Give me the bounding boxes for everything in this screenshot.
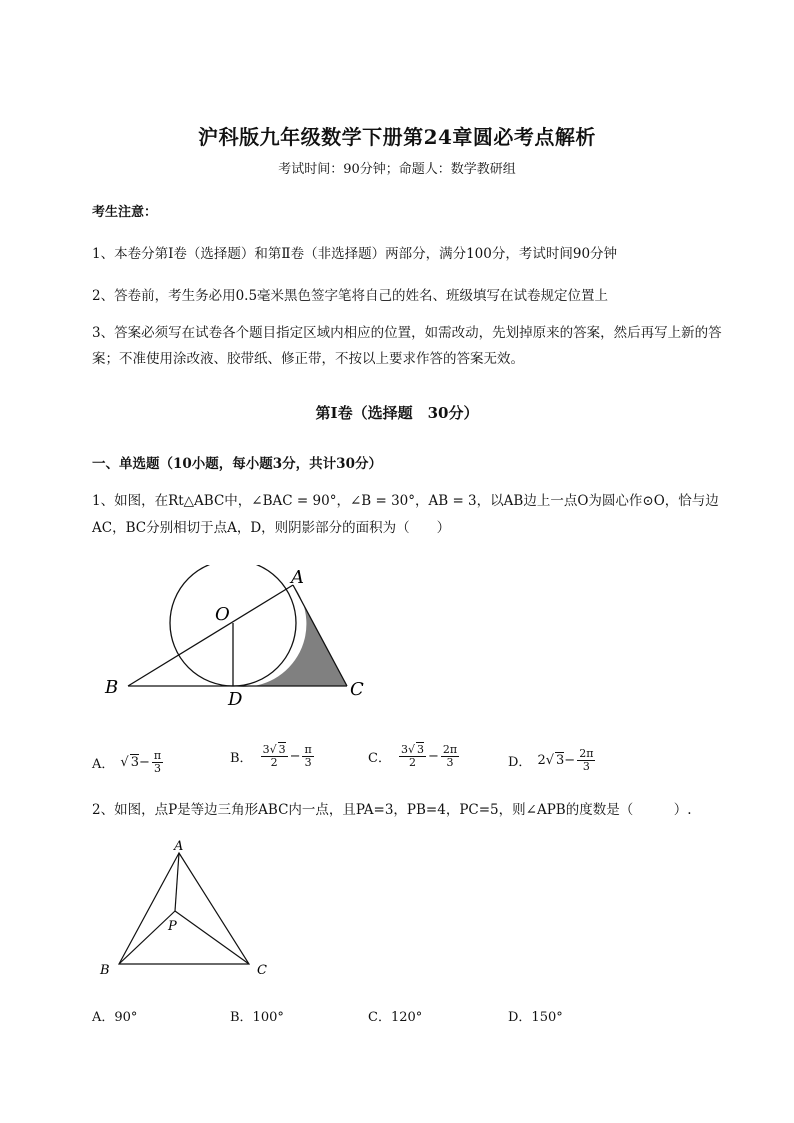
- notes-heading: 考生注意：: [92, 205, 158, 220]
- option-minus: −: [564, 753, 576, 768]
- note-item-1: 1、本卷分第I卷（选择题）和第Ⅱ卷（非选择题）两部分，满分100分，考试时间90分钟: [92, 246, 618, 262]
- segment-pc: [175, 911, 249, 964]
- triangle-abc: [119, 853, 249, 964]
- question-2-text: 2、如图，点P是等边三角形ABC内一点，且PA=3，PB=4，PC=5，则∠APB的度数是（ ）.: [92, 802, 692, 818]
- section-title: 第I卷（选择题 30分）: [315, 404, 479, 422]
- label-a: A: [291, 567, 304, 588]
- option-fraction-1: $\frac{3√ 3}{2}$: [400, 743, 424, 769]
- option-minus: −: [427, 749, 439, 764]
- option-minus: −: [138, 755, 150, 770]
- label-b: B: [105, 677, 119, 698]
- question-2-figure: [92, 838, 282, 983]
- option-minus: −: [289, 749, 301, 764]
- part-heading: 一、单选题（10小题，每小题3分，共计30分）: [92, 456, 382, 472]
- option-fraction-2: $\frac{2\pi}{3}$: [442, 743, 458, 769]
- segment-ab: [128, 585, 293, 686]
- option-fraction-2: $\frac{\pi}{3}$: [304, 743, 312, 769]
- option-sqrt: 3: [556, 753, 565, 768]
- label-b: B: [100, 963, 110, 978]
- note-item-2: 2、答卷前，考生务必用0.5毫米黑色签字笔将自己的姓名、班级填写在试卷规定位置上: [92, 288, 609, 304]
- segment-pa: [175, 853, 179, 911]
- label-o: O: [215, 604, 230, 625]
- q2-option-a[interactable]: A．90°: [92, 1010, 138, 1025]
- shaded-region: [233, 585, 347, 687]
- note-item-3: 3、答案必须写在试卷各个题目指定区域内相应的位置，如需改动，先划掉原来的答案，然后再写上新的答案；不准使用涂改液、胶带纸、修正带，不按以上要求作答的答案无效。: [92, 325, 722, 367]
- option-label: D．: [508, 755, 532, 770]
- label-c: C: [257, 963, 267, 978]
- label-d: D: [228, 689, 243, 710]
- q2-option-d[interactable]: D．150°: [508, 1010, 563, 1025]
- q2-option-b[interactable]: B．100°: [230, 1010, 284, 1025]
- option-label: C．: [368, 751, 391, 766]
- q1-option-d[interactable]: D． 2 √ 3 − $\frac{2\pi}{3}$: [508, 747, 594, 773]
- option-fraction: $\frac{\pi}{3}$: [153, 749, 162, 775]
- q1-option-a[interactable]: A． √ 3 − $\frac{\pi}{3}$: [92, 749, 162, 775]
- label-p: P: [168, 919, 177, 934]
- question-1-text: 1、如图，在Rt△ABC中，∠BAC = 90°，∠B = 30°，AB = 3，以AB边上一点O为圆心作⊙O，恰与边AC，BC分别相切于点A，D，则阴影部分的面积为（ ）: [92, 493, 719, 536]
- q1-option-c[interactable]: [368, 744, 461, 769]
- q2-option-c[interactable]: C．120°: [368, 1010, 423, 1025]
- label-c: C: [350, 679, 364, 700]
- option-sqrt: 3: [130, 755, 139, 770]
- exam-subtitle: 考试时间：90分钟；命题人：数学教研组: [278, 162, 516, 177]
- q1-option-b[interactable]: [230, 744, 316, 769]
- segment-pb: [119, 911, 175, 964]
- option-label: A．: [92, 757, 115, 772]
- option-fraction: $\frac{2\pi}{3}$: [579, 747, 594, 773]
- question-1-figure: [95, 565, 385, 715]
- page-title: 沪科版九年级数学下册第24章圆必考点解析: [198, 125, 596, 149]
- option-label: B．: [230, 751, 253, 766]
- option-fraction-1: $\frac{3√ 3}{2}$: [262, 743, 286, 769]
- label-a: A: [174, 839, 184, 854]
